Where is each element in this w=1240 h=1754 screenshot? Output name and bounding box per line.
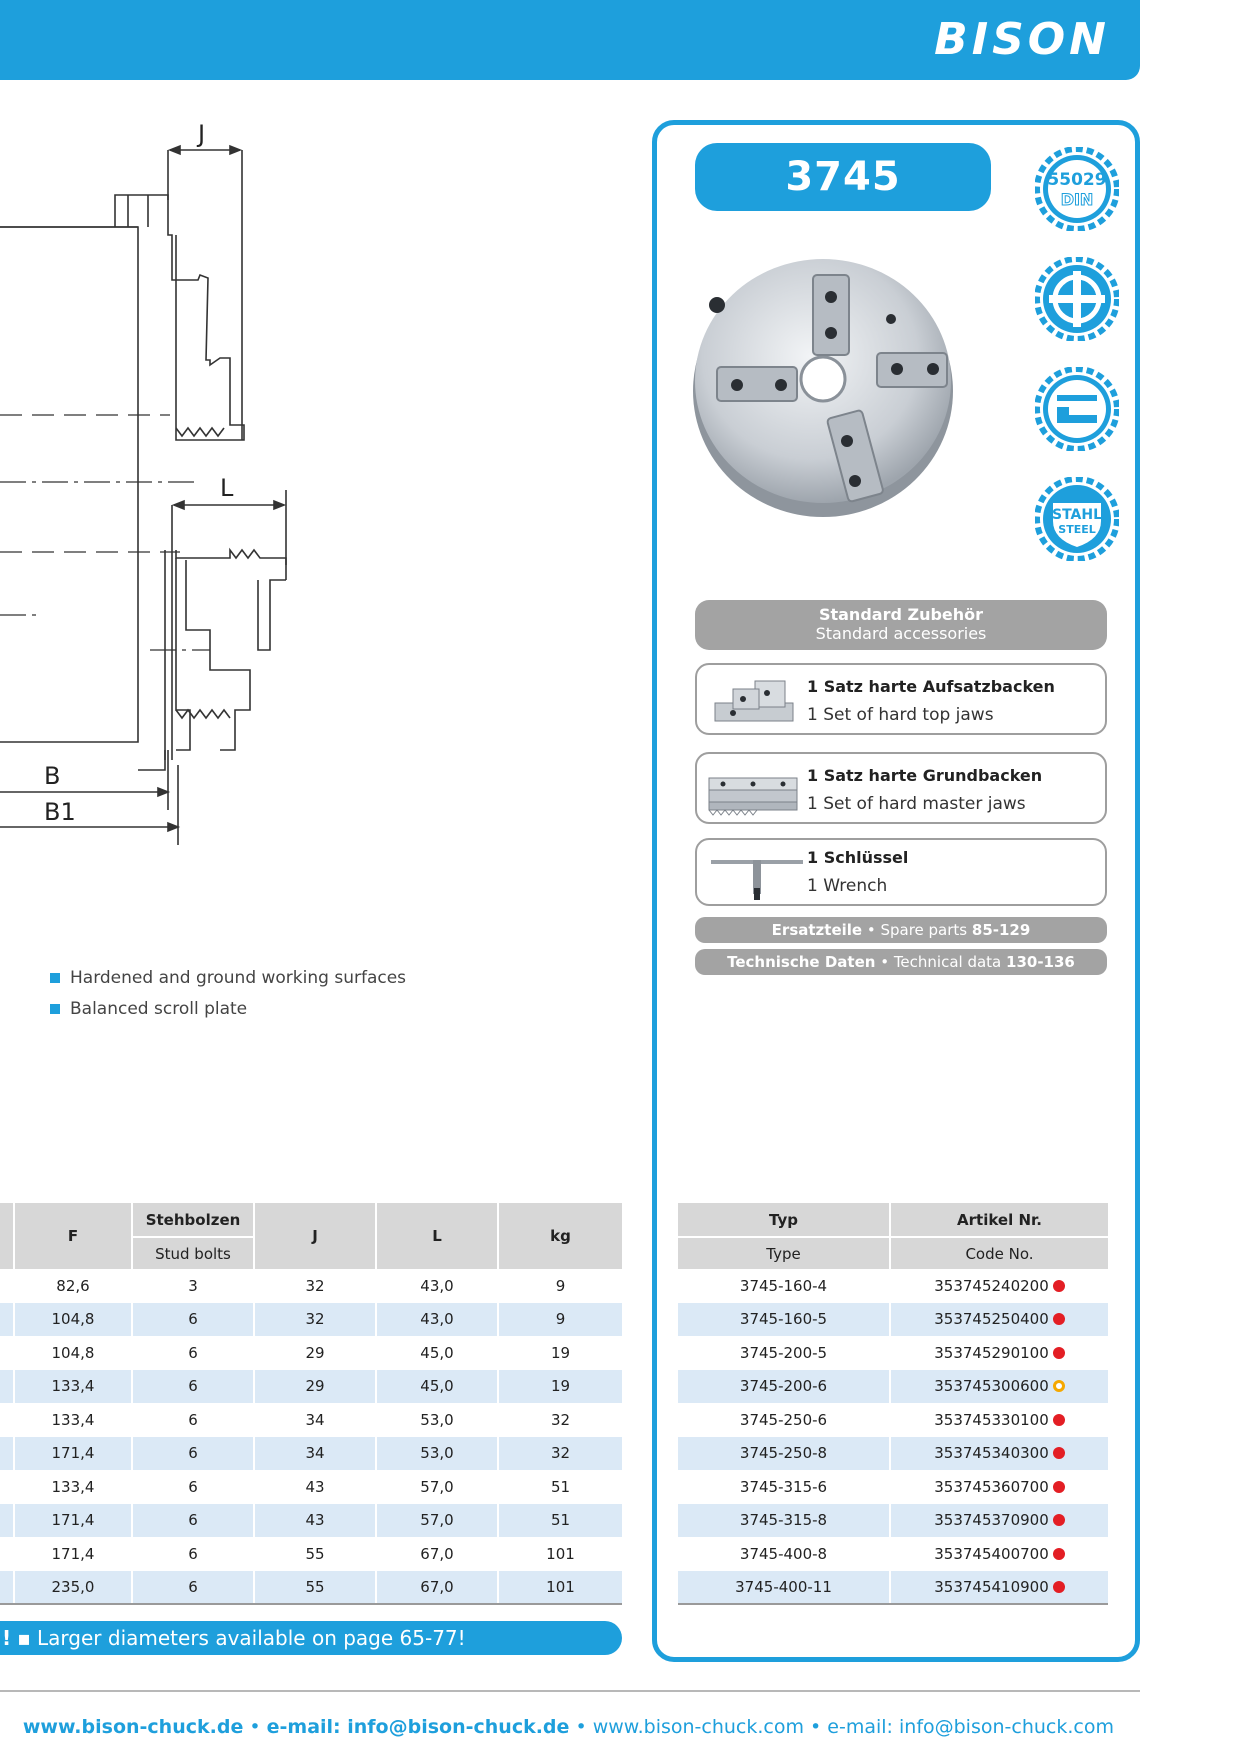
table-cell: 67,0 <box>376 1537 498 1571</box>
table-cell: 6 <box>132 1470 254 1504</box>
table-cell: 235,0 <box>14 1571 132 1605</box>
table-cell: 6 <box>132 1571 254 1605</box>
type-cell: 3745-250-8 <box>678 1437 890 1471</box>
row-lead-cell <box>0 1470 14 1504</box>
type-cell: 3745-400-11 <box>678 1571 890 1605</box>
table-cell: 133,4 <box>14 1370 132 1404</box>
code-cell <box>890 1403 1108 1437</box>
bison-logo: BISON <box>934 14 1110 65</box>
row-lead-cell <box>0 1336 14 1370</box>
technical-drawing <box>0 110 420 850</box>
dim-label-j: J <box>198 120 206 148</box>
table-cell: 6 <box>132 1336 254 1370</box>
table-cell: 19 <box>498 1370 622 1404</box>
type-cell: 3745-200-6 <box>678 1370 890 1404</box>
dimensions-table <box>0 1203 622 1605</box>
table-row <box>678 1370 1108 1404</box>
table-cell: 34 <box>254 1437 376 1471</box>
col-header-artikel-nr: Artikel Nr. <box>890 1203 1108 1237</box>
model-number: 3745 <box>695 143 991 211</box>
availability-dot-icon <box>1053 1347 1065 1359</box>
table-cell: 171,4 <box>14 1504 132 1538</box>
table-cell: 57,0 <box>376 1504 498 1538</box>
col-header-l: L <box>376 1203 498 1269</box>
availability-dot-icon <box>1053 1313 1065 1325</box>
code-number: 353745250400 <box>934 1310 1049 1329</box>
code-number: 353745410900 <box>934 1577 1049 1596</box>
table-cell: 6 <box>132 1303 254 1337</box>
code-number: 353745360700 <box>934 1477 1049 1496</box>
wrench-icon <box>703 848 803 904</box>
availability-dot-icon <box>1053 1514 1065 1526</box>
technical-data-reference[interactable]: Technische Daten • Technical data 130-136 <box>695 949 1107 975</box>
table-row <box>678 1504 1108 1538</box>
table-cell: 32 <box>254 1303 376 1337</box>
col-header-kg: kg <box>498 1203 622 1269</box>
table-row <box>678 1269 1108 1303</box>
table-cell: 133,4 <box>14 1470 132 1504</box>
table-cell: 57,0 <box>376 1470 498 1504</box>
table-cell: 45,0 <box>376 1370 498 1404</box>
table-row <box>678 1537 1108 1571</box>
table-cell: 43 <box>254 1470 376 1504</box>
table-cell: 55 <box>254 1571 376 1605</box>
table-row <box>0 1504 622 1538</box>
table-row <box>0 1437 622 1471</box>
code-number-table <box>678 1203 1108 1605</box>
table-row <box>0 1336 622 1370</box>
code-cell <box>890 1571 1108 1605</box>
table-cell: 133,4 <box>14 1403 132 1437</box>
col-header-stud-bolts-en: Stud bolts <box>132 1237 254 1269</box>
code-number: 353745340300 <box>934 1444 1049 1463</box>
top-jaws-icon <box>703 673 803 729</box>
code-number: 353745300600 <box>934 1377 1049 1396</box>
row-lead-cell <box>0 1269 14 1303</box>
exclamation-mark: ! <box>2 1626 12 1650</box>
table-cell: 6 <box>132 1370 254 1404</box>
availability-dot-icon <box>1053 1380 1065 1392</box>
table-cell: 6 <box>132 1537 254 1571</box>
table-cell: 6 <box>132 1504 254 1538</box>
row-lead-cell <box>0 1370 14 1404</box>
table-cell: 29 <box>254 1370 376 1404</box>
table-cell: 51 <box>498 1504 622 1538</box>
header-bar <box>0 0 1140 80</box>
feature-item: Hardened and ground working surfaces <box>50 962 406 993</box>
accessory-master-jaws: 1 Satz harte Grundbacken 1 Set of hard master jaws <box>695 752 1107 824</box>
table-cell: 55 <box>254 1537 376 1571</box>
table-cell: 171,4 <box>14 1437 132 1471</box>
footer-url-de[interactable]: www.bison-chuck.de <box>22 1716 244 1738</box>
availability-dot-icon <box>1053 1414 1065 1426</box>
lathe-chuck-photo <box>687 245 959 525</box>
table-row <box>0 1403 622 1437</box>
table-row <box>678 1470 1108 1504</box>
col-header-stud-bolts-de: Stehbolzen <box>132 1203 254 1237</box>
type-cell: 3745-160-5 <box>678 1303 890 1337</box>
badge-din-number: 55029 <box>1047 170 1107 190</box>
row-lead-cell <box>0 1403 14 1437</box>
code-cell <box>890 1504 1108 1538</box>
table-cell: 32 <box>498 1403 622 1437</box>
code-cell <box>890 1470 1108 1504</box>
badge-din-label: DIN <box>1060 190 1094 209</box>
table-cell: 9 <box>498 1303 622 1337</box>
col-header-f: F <box>14 1203 132 1269</box>
footer-email-com[interactable]: e-mail: info@bison-chuck.com <box>827 1716 1114 1738</box>
row-lead-cell <box>0 1504 14 1538</box>
accessory-wrench: 1 Schlüssel 1 Wrench <box>695 838 1107 906</box>
type-cell: 3745-200-5 <box>739 1343 828 1362</box>
code-number: 353745330100 <box>934 1410 1049 1429</box>
table-cell: 101 <box>498 1537 622 1571</box>
table-cell: 6 <box>132 1403 254 1437</box>
table-cell: 104,8 <box>14 1336 132 1370</box>
footer-contacts: www.bison-chuck.de • e-mail: info@bison-chuck.de • www.bison-chuck.com • e-mail: info@bison-chuck.com <box>22 1716 1114 1738</box>
dim-label-b1: B1 <box>44 798 76 826</box>
table-cell: 82,6 <box>14 1269 132 1303</box>
badge-stahl-label: STAHL <box>1051 507 1103 523</box>
code-number: 353745400700 <box>934 1544 1049 1563</box>
table-cell: 43 <box>254 1504 376 1538</box>
table-row <box>678 1437 1108 1471</box>
code-cell <box>890 1303 1108 1337</box>
table-cell: 32 <box>254 1269 376 1303</box>
col-header-j: J <box>254 1203 376 1269</box>
table-cell: 3 <box>132 1269 254 1303</box>
footer-url-com[interactable]: www.bison-chuck.com <box>592 1716 804 1738</box>
table-cell: 19 <box>498 1336 622 1370</box>
table-row <box>678 1571 1108 1605</box>
table-cell: 51 <box>498 1470 622 1504</box>
table-row <box>0 1269 622 1303</box>
table-cell: 101 <box>498 1571 622 1605</box>
table-cell: 43,0 <box>376 1303 498 1337</box>
type-cell: 3745-160-4 <box>739 1276 828 1295</box>
table-row <box>0 1470 622 1504</box>
code-cell <box>890 1537 1108 1571</box>
type-cell: 3745-400-8 <box>739 1544 828 1563</box>
row-lead-cell <box>0 1571 14 1605</box>
feature-list <box>50 962 406 1024</box>
code-number: 353745240200 <box>934 1276 1049 1295</box>
footer-email-de[interactable]: e-mail: info@bison-chuck.de <box>266 1716 570 1738</box>
steel-gear-badge-icon <box>1035 477 1119 561</box>
type-cell: 3745-315-6 <box>739 1477 828 1496</box>
row-lead-cell <box>0 1303 14 1337</box>
dim-label-b: B <box>44 762 61 790</box>
availability-dot-icon <box>1053 1481 1065 1493</box>
table-cell: 43,0 <box>376 1269 498 1303</box>
bullet-square-icon <box>50 1004 60 1014</box>
table-cell: 29 <box>254 1336 376 1370</box>
crosshair-gear-badge-icon <box>1035 257 1119 341</box>
availability-dot-icon <box>1053 1280 1065 1292</box>
table-cell: 9 <box>498 1269 622 1303</box>
code-cell <box>890 1437 1108 1471</box>
table-cell: 53,0 <box>376 1437 498 1471</box>
master-jaws-icon <box>703 762 803 818</box>
code-cell <box>890 1336 1108 1370</box>
table-row <box>0 1571 622 1605</box>
table-row <box>0 1537 622 1571</box>
table-cell: 171,4 <box>14 1537 132 1571</box>
larger-diameters-note[interactable]: ! ▪ Larger diameters available on page 65-77! <box>0 1621 622 1655</box>
feature-item: Balanced scroll plate <box>50 993 406 1024</box>
table-row <box>678 1336 1108 1370</box>
table-cell: 6 <box>132 1437 254 1471</box>
type-cell: 3745-250-6 <box>739 1410 828 1429</box>
col-header-code-no: Code No. <box>890 1237 1108 1269</box>
availability-dot-icon <box>1053 1548 1065 1560</box>
accessory-top-jaws: 1 Satz harte Aufsatzbacken 1 Set of hard top jaws <box>695 663 1107 735</box>
availability-dot-icon <box>1053 1581 1065 1593</box>
spare-parts-reference[interactable]: Ersatzteile • Spare parts 85-129 <box>695 917 1107 943</box>
chuck-cross-section-drawing <box>0 110 420 850</box>
table-row <box>678 1303 1108 1337</box>
row-lead-cell <box>0 1537 14 1571</box>
table-cell: 104,8 <box>14 1303 132 1337</box>
table-cell: 67,0 <box>376 1571 498 1605</box>
table-cell: 34 <box>254 1403 376 1437</box>
col-header-typ: Typ <box>678 1203 890 1237</box>
jaw-profile-gear-badge-icon <box>1035 367 1119 451</box>
table-cell: 53,0 <box>376 1403 498 1437</box>
type-cell: 3745-315-8 <box>678 1504 890 1538</box>
din-55029-gear-badge-icon <box>1035 147 1119 231</box>
table-row <box>0 1303 622 1337</box>
accessories-header: Standard Zubehör Standard accessories <box>695 600 1107 650</box>
code-cell <box>890 1269 1108 1303</box>
table-cell: 32 <box>498 1437 622 1471</box>
table-cell: 45,0 <box>376 1336 498 1370</box>
row-lead-cell <box>0 1437 14 1471</box>
code-number: 353745290100 <box>934 1343 1049 1362</box>
table-row <box>678 1403 1108 1437</box>
table-row <box>0 1370 622 1404</box>
col-header-type: Type <box>678 1237 890 1269</box>
bullet-square-icon <box>50 973 60 983</box>
badge-steel-label: STEEL <box>1058 523 1096 536</box>
dim-label-l: L <box>220 474 234 502</box>
footer-divider <box>0 1690 1140 1692</box>
code-number: 353745370900 <box>934 1511 1049 1530</box>
availability-dot-icon <box>1053 1447 1065 1459</box>
code-cell <box>890 1370 1108 1404</box>
